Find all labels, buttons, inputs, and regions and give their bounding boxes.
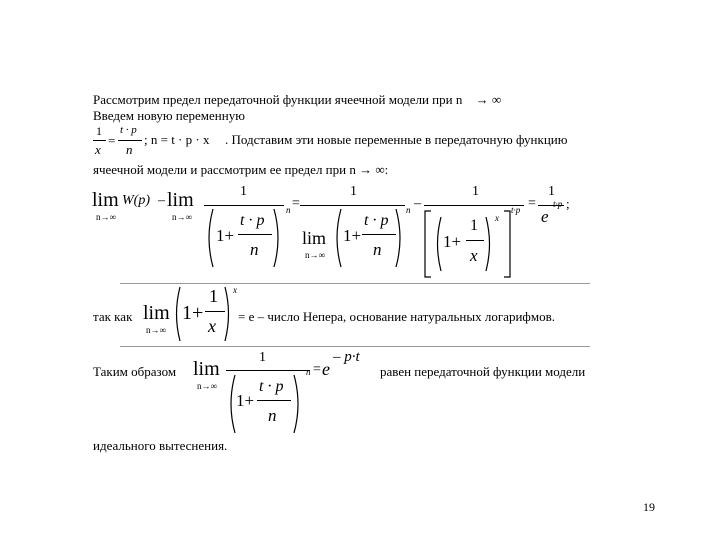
- eq1-frac2-num: 1: [350, 184, 357, 199]
- eq1-frac2-lparen: [332, 208, 342, 268]
- eq1-frac2-exp: n: [406, 205, 411, 215]
- thus-tp: t · p: [259, 378, 284, 395]
- eq1-frac1-inner-bar: [238, 234, 272, 235]
- def-eq: =: [108, 133, 116, 148]
- eq1-lim-sub: n→∞: [96, 212, 116, 222]
- eq1-lim2-sub: n→∞: [172, 212, 192, 222]
- def-frac-right-num: t · p: [120, 124, 137, 136]
- eq1-frac1-num: 1: [240, 184, 247, 199]
- eq1-frac4-exp: t·p: [553, 199, 563, 209]
- thus-label: Таким образом: [93, 364, 177, 379]
- since-exp: x: [233, 285, 237, 295]
- eq1-frac2-plus: 1+: [343, 226, 362, 245]
- since-inner-num: 1: [209, 286, 218, 306]
- eq1-frac3-inner-bar: [466, 240, 484, 241]
- eq1-eq2: =: [292, 196, 300, 211]
- eq1-frac4-e: e: [541, 207, 549, 226]
- thus-eq: =: [313, 362, 321, 377]
- since-lim-sub: n→∞: [146, 325, 166, 335]
- thus-inner-bar: [257, 400, 291, 401]
- eq1-frac2-n: n: [373, 240, 382, 259]
- eq1-eq4: =: [528, 196, 536, 211]
- eq1-frac1-n: n: [250, 240, 259, 259]
- eq1-frac1-exp: n: [286, 205, 291, 215]
- line1-limit: → ∞: [475, 92, 502, 107]
- since-rparen: [224, 286, 233, 342]
- eq1-frac1-plus: 1+: [216, 226, 235, 245]
- eq1-frac3-num: 1: [472, 184, 479, 199]
- thus-rparen: [293, 374, 303, 434]
- def-frac-left-den: x: [95, 142, 101, 157]
- since-inner-bar: [205, 311, 225, 312]
- eq1-semicolon: ;: [566, 196, 570, 211]
- text-line-4: ячеечной модели и рассмотрим ее предел при n → ∞:: [93, 162, 389, 177]
- def-frac-left-bar: [93, 140, 106, 141]
- page-number: 19: [643, 500, 655, 514]
- line1-text: Рассмотрим предел передаточной функции ячеечной модели при n: [93, 92, 463, 107]
- eq1-eq3: –: [414, 196, 421, 211]
- eq1-frac1-tp: t · p: [240, 212, 265, 229]
- thus-num: 1: [259, 350, 266, 365]
- thus-result-e: e: [322, 359, 330, 379]
- since-rest: = e – число Непера, основание натуральных логарифмов.: [238, 309, 555, 324]
- eq1-frac1-lparen: [204, 208, 214, 268]
- since-lim: lim: [143, 302, 170, 324]
- eq1-Wp: W(p): [122, 193, 150, 208]
- eq1-lim2: lim: [167, 189, 194, 211]
- separator-2: [120, 346, 590, 347]
- def-frac-right-den: n: [126, 142, 133, 157]
- eq1-frac3-exp-x: x: [495, 213, 499, 223]
- text-line-2: Введем новую переменную: [93, 108, 245, 123]
- thus-lim: lim: [193, 358, 220, 380]
- eq1-frac3-inner-num: 1: [470, 217, 478, 234]
- since-plus: 1+: [182, 302, 204, 324]
- eq1-frac3-exp-tp: t·p: [511, 205, 521, 215]
- thus-bar: [226, 370, 310, 371]
- def-frac-left-num: 1: [96, 124, 102, 138]
- eq1-frac2-bar: [300, 205, 405, 206]
- eq1-frac2-inner-bar: [362, 234, 396, 235]
- since-lparen: [172, 286, 181, 342]
- since-inner-x: x: [208, 316, 216, 336]
- text-line-1: [93, 92, 501, 107]
- eq1-frac4-num: 1: [548, 184, 555, 199]
- since-label: так как: [93, 309, 133, 324]
- thus-exp: n: [306, 367, 311, 377]
- eq1-frac1-rparen: [273, 208, 283, 268]
- thus-n: n: [268, 406, 277, 425]
- eq1-frac3-rbracket: [503, 210, 511, 278]
- def-frac-right-bar: [118, 140, 142, 141]
- thus-lparen: [226, 374, 236, 434]
- eq1-frac3-bar: [424, 205, 524, 206]
- eq1-frac3-rparen: [485, 216, 494, 272]
- thus-result-exp: – p·t: [333, 349, 360, 365]
- eq1-frac2-tp: t · p: [364, 212, 389, 229]
- eq1-frac2-lim: lim: [302, 228, 327, 248]
- final-line: идеального вытеснения.: [93, 438, 228, 453]
- thus-lim-sub: n→∞: [197, 381, 217, 391]
- eq1-frac2-rparen: [395, 208, 405, 268]
- eq1-frac3-lparen: [433, 216, 442, 272]
- thus-rest: равен передаточной функции модели: [380, 364, 586, 379]
- eq1-frac3-inner-x: x: [470, 246, 478, 265]
- def-n-expr: ; n = t · p · x: [144, 132, 210, 147]
- eq1-eq: –: [158, 193, 165, 208]
- eq1-frac1-bar: [204, 205, 284, 206]
- thus-plus: 1+: [236, 391, 255, 410]
- eq1-lim: lim: [92, 189, 119, 211]
- eq1-frac3-plus: 1+: [443, 232, 462, 251]
- eq1-frac2-lim-sub: n→∞: [305, 250, 325, 260]
- eq1-frac3-lbracket: [424, 210, 432, 278]
- text-line-3-rest: . Подставим эти новые переменные в передаточную функцию: [225, 132, 568, 147]
- separator-1: [120, 283, 590, 284]
